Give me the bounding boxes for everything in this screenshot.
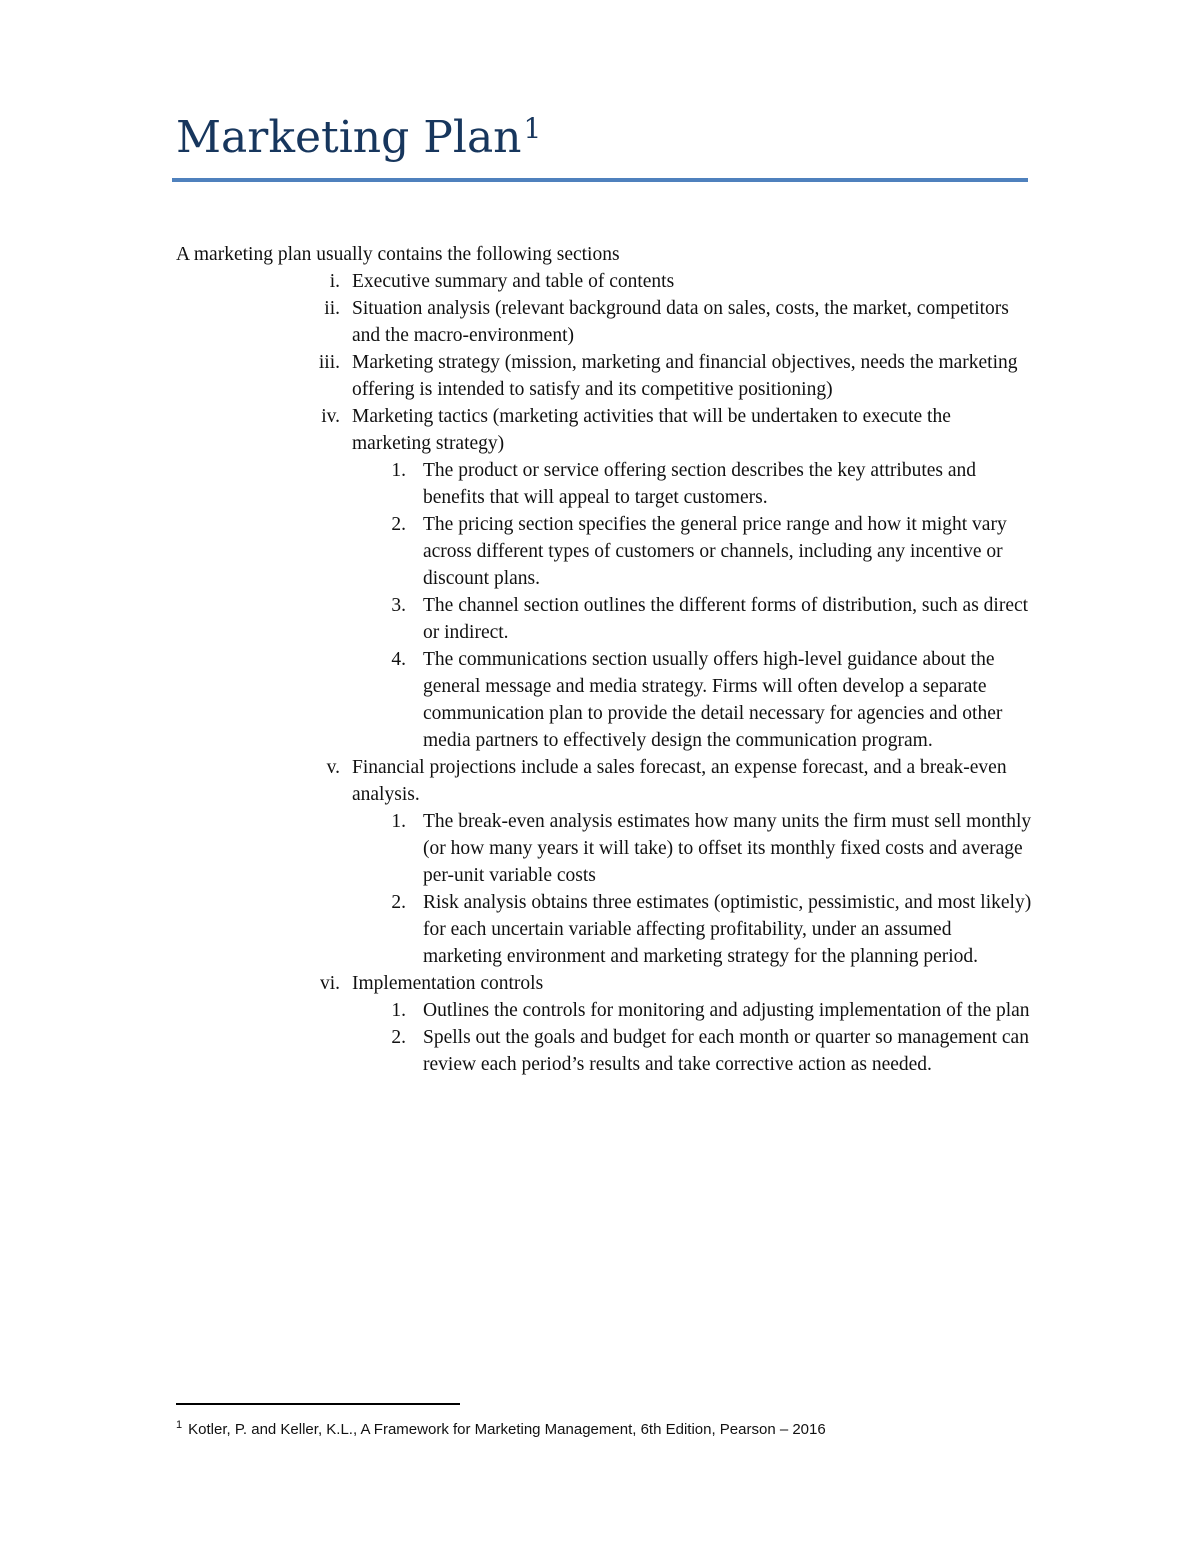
subsection-text: The communications section usually offers high-level guidance about the general message and media strategy. Firms will often develop a separate communication plan to provide the detail necessary for agencies and other media partners to effectively design the communication program. [423, 649, 1003, 751]
subsection-item [0, 997, 1200, 1024]
section-item [0, 349, 1200, 403]
section-text: Financial projections include a sales forecast, an expense forecast, and a break-even analysis. [352, 757, 1007, 805]
section-item [0, 268, 1200, 295]
section-marker: vi. [319, 973, 340, 994]
footnote [176, 1419, 826, 1438]
section-item [0, 754, 1200, 808]
subsection-item [0, 808, 1200, 889]
title-text: Marketing Plan [176, 112, 522, 163]
section-text: Executive summary and table of contents [352, 271, 675, 292]
subsection-marker: 3. [391, 595, 406, 616]
section-marker: v. [326, 757, 340, 778]
subsection-item [0, 646, 1200, 754]
section-text: Marketing tactics (marketing activities that will be undertaken to execute the marketing strategy) [352, 406, 951, 454]
intro-paragraph: A marketing plan usually contains the following sections [176, 244, 620, 265]
subsection-text: Risk analysis obtains three estimates (optimistic, pessimistic, and most likely) for each uncertain variable affecting profitability, under an assumed marketing environment and marketing strategy for the planning period. [423, 892, 1032, 967]
subsection-marker: 4. [391, 649, 406, 670]
subsection-text: Spells out the goals and budget for each month or quarter so management can review each period’s results and take corrective action as needed. [423, 1027, 1029, 1075]
section-marker: iv. [321, 406, 340, 427]
section-marker: ii. [324, 298, 340, 319]
section-list [0, 268, 1200, 1078]
section-text: Implementation controls [352, 973, 544, 994]
document-title [176, 112, 541, 165]
subsection-marker: 2. [391, 1027, 406, 1048]
subsection-item [0, 457, 1200, 511]
title-footnote-mark: 1 [523, 112, 542, 145]
section-marker: i. [329, 271, 340, 292]
subsection-text: The product or service offering section describes the key attributes and benefits that will appeal to target customers. [423, 460, 977, 508]
subsection-item [0, 592, 1200, 646]
footnote-text: Kotler, P. and Keller, K.L., A Framework for Marketing Management, 6th Edition, Pearson – 2016 [188, 1421, 826, 1438]
subsection-marker: 1. [391, 460, 406, 481]
section-marker: iii. [318, 352, 340, 373]
subsection-text: The break-even analysis estimates how many units the firm must sell monthly (or how many years it will take) to offset its monthly fixed costs and average per-unit variable costs [423, 811, 1032, 886]
footnote-mark: 1 [176, 1419, 183, 1431]
subsection-marker: 2. [391, 514, 406, 535]
title-underline [172, 178, 1028, 182]
section-text: Situation analysis (relevant background data on sales, costs, the market, competitors and the macro-environment) [352, 298, 1009, 346]
footnote-separator [176, 1403, 460, 1405]
subsection-marker: 1. [391, 1000, 406, 1021]
subsection-text: The pricing section specifies the general price range and how it might vary across different types of customers or channels, including any incentive or discount plans. [423, 514, 1007, 589]
subsection-text: Outlines the controls for monitoring and adjusting implementation of the plan [423, 1000, 1030, 1021]
subsection-marker: 2. [391, 892, 406, 913]
section-text: Marketing strategy (mission, marketing and financial objectives, needs the marketing offering is intended to satisfy and its competitive positioning) [352, 352, 1018, 400]
subsection-marker: 1. [391, 811, 406, 832]
subsection-item [0, 511, 1200, 592]
subsection-text: The channel section outlines the different forms of distribution, such as direct or indirect. [423, 595, 1029, 643]
subsection-item [0, 1024, 1200, 1078]
section-item [0, 403, 1200, 457]
section-item [0, 295, 1200, 349]
subsection-item [0, 889, 1200, 970]
section-item [0, 970, 1200, 997]
